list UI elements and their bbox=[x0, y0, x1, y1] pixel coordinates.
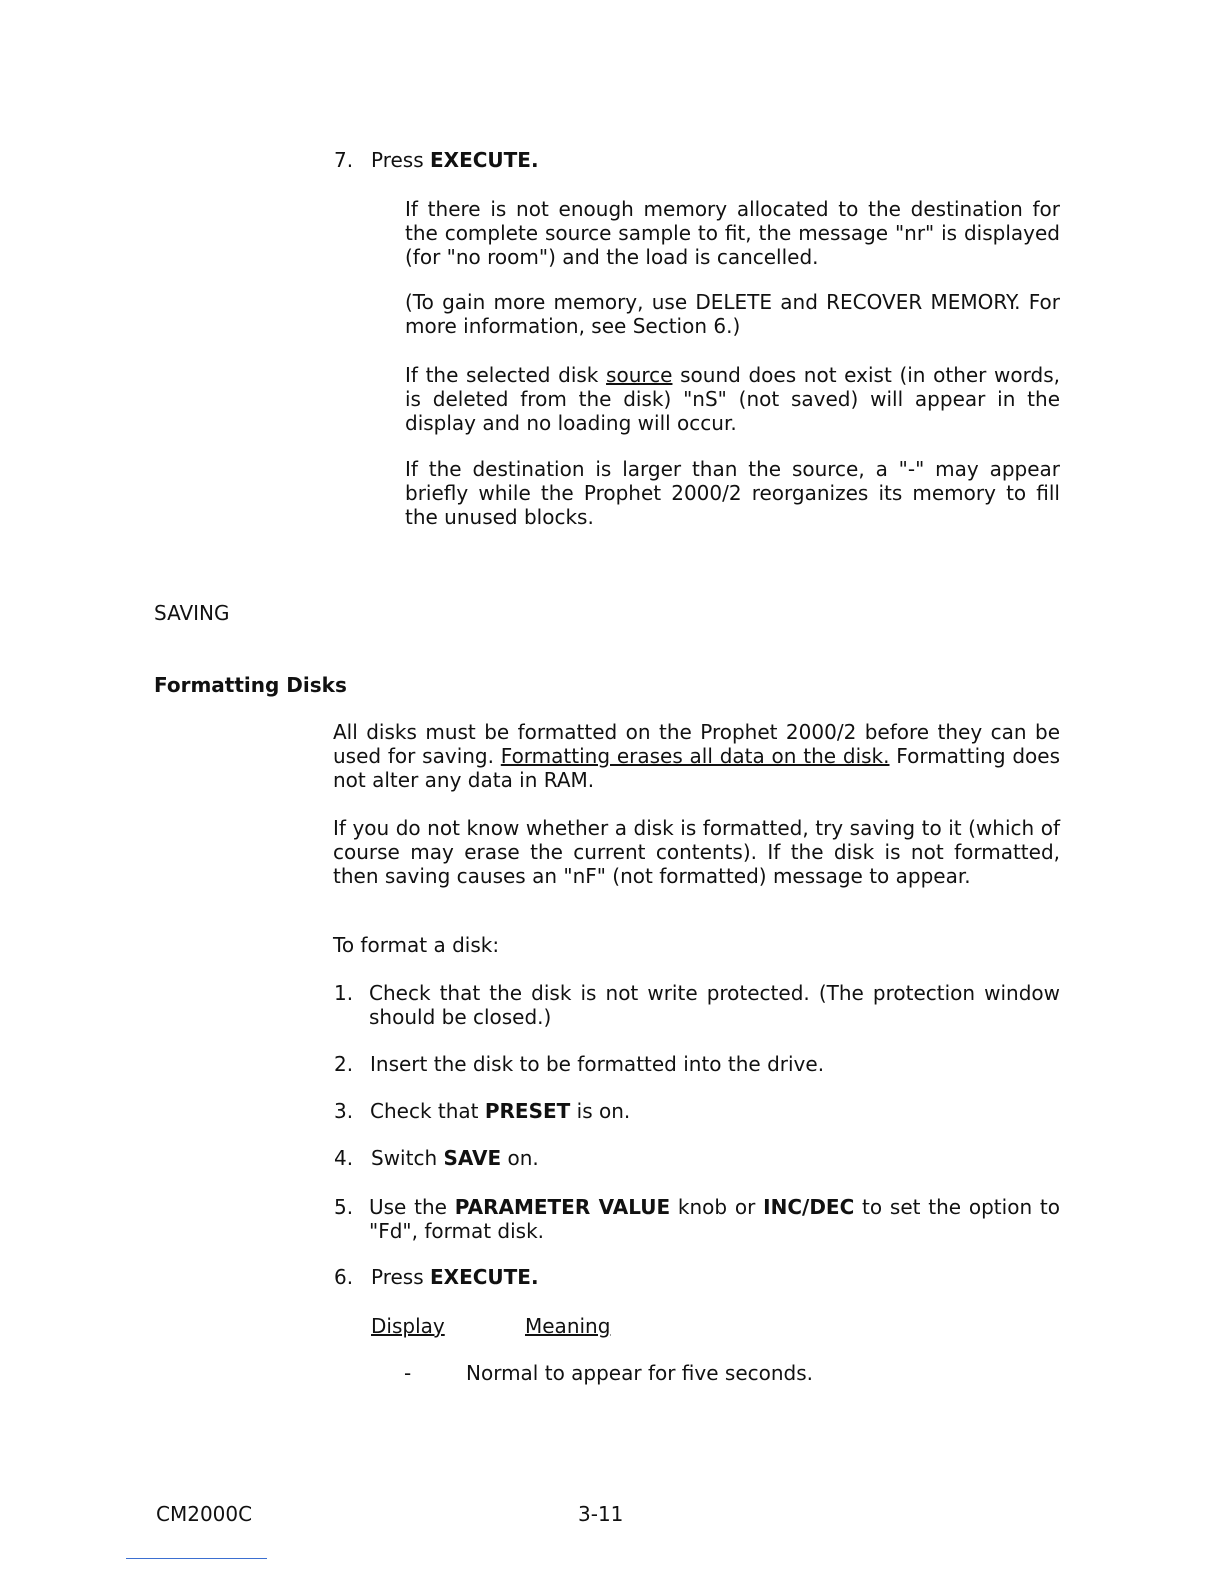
step-5-pre: Use the bbox=[369, 1195, 455, 1219]
step-6-pre: Press bbox=[371, 1265, 430, 1289]
paragraph-all-disks bbox=[333, 720, 1060, 792]
step-4-pre: Switch bbox=[371, 1146, 444, 1170]
step-5-post: to set the option to "Fd", format disk. bbox=[369, 1195, 1060, 1243]
step-5-number: 5. bbox=[334, 1195, 354, 1219]
step-5-key-parameter-value: PARAMETER VALUE bbox=[454, 1195, 671, 1219]
table-row-meaning: Normal to appear for five seconds. bbox=[466, 1361, 814, 1385]
all-disks-underlined: Formatting erases all data on the disk. bbox=[500, 744, 890, 768]
step-3-post: is on. bbox=[570, 1099, 631, 1123]
step-3-text bbox=[370, 1099, 630, 1123]
paragraph-destination: If the destination is larger than the source, a "-" may appear briefly while the Prophet 2000/2 reorganizes its memory to fill the unused blocks. bbox=[405, 457, 1060, 529]
step-5-text bbox=[369, 1195, 1060, 1243]
step-6-text bbox=[371, 1265, 539, 1289]
footer-page-number: 3-11 bbox=[578, 1502, 624, 1526]
heading-saving: SAVING bbox=[154, 601, 230, 625]
table-row-display: - bbox=[404, 1361, 412, 1385]
paragraph-no-room: If there is not enough memory allocated to the destination for the complete source sample to fit, the message "nr" is displayed (for "no room") and the load is cancelled. bbox=[405, 197, 1060, 269]
not-saved-text-b: sound does not exist (in other words, is deleted from the disk) "nS" (not saved) will appear in the display and no loading will occur. bbox=[405, 363, 1060, 435]
step-6-number: 6. bbox=[334, 1265, 354, 1289]
step-1-text: Check that the disk is not write protected. (The protection window should be closed.) bbox=[369, 981, 1060, 1029]
step-2-number: 2. bbox=[334, 1052, 354, 1076]
step-4-text bbox=[371, 1146, 539, 1170]
all-disks-text-a: All disks must be formatted on the Prophet 2000/2 before they can be used for saving. bbox=[333, 720, 1060, 768]
step-7-text bbox=[371, 148, 539, 172]
paragraph-not-saved bbox=[405, 363, 1060, 435]
step-7-pre: Press bbox=[371, 148, 430, 172]
footer-document-code: CM2000C bbox=[156, 1502, 253, 1526]
step-3-number: 3. bbox=[334, 1099, 354, 1123]
table-header-meaning: Meaning bbox=[525, 1314, 611, 1338]
table-header-display: Display bbox=[371, 1314, 445, 1338]
paragraph-to-format: To format a disk: bbox=[333, 933, 500, 957]
step-7-key: EXECUTE. bbox=[430, 148, 539, 172]
paragraph-gain-memory: (To gain more memory, use DELETE and RECOVER MEMORY. For more information, see Section 6.) bbox=[405, 290, 1060, 338]
footer-rule bbox=[126, 1558, 267, 1559]
step-4-number: 4. bbox=[334, 1146, 354, 1170]
not-saved-underlined: source bbox=[606, 363, 673, 387]
not-saved-text-a: If the selected disk bbox=[405, 363, 607, 387]
paragraph-if-you-do-not-know: If you do not know whether a disk is formatted, try saving to it (which of course may erase the current contents). If the disk is not formatted, then saving causes an "nF" (not formatted) message to appear. bbox=[333, 816, 1060, 888]
step-4-post: on. bbox=[501, 1146, 539, 1170]
heading-formatting-disks: Formatting Disks bbox=[154, 673, 347, 697]
step-3-key: PRESET bbox=[484, 1099, 571, 1123]
step-5-mid: knob or bbox=[670, 1195, 764, 1219]
step-1-number: 1. bbox=[334, 981, 354, 1005]
step-4-key: SAVE bbox=[443, 1146, 502, 1170]
step-2-text: Insert the disk to be formatted into the drive. bbox=[370, 1052, 825, 1076]
step-5-key-inc-dec: INC/DEC bbox=[763, 1195, 855, 1219]
step-7-number: 7. bbox=[334, 148, 354, 172]
all-disks-text-b: Formatting does not alter any data in RAM. bbox=[333, 744, 1060, 792]
step-3-pre: Check that bbox=[370, 1099, 485, 1123]
step-6-key: EXECUTE. bbox=[430, 1265, 539, 1289]
